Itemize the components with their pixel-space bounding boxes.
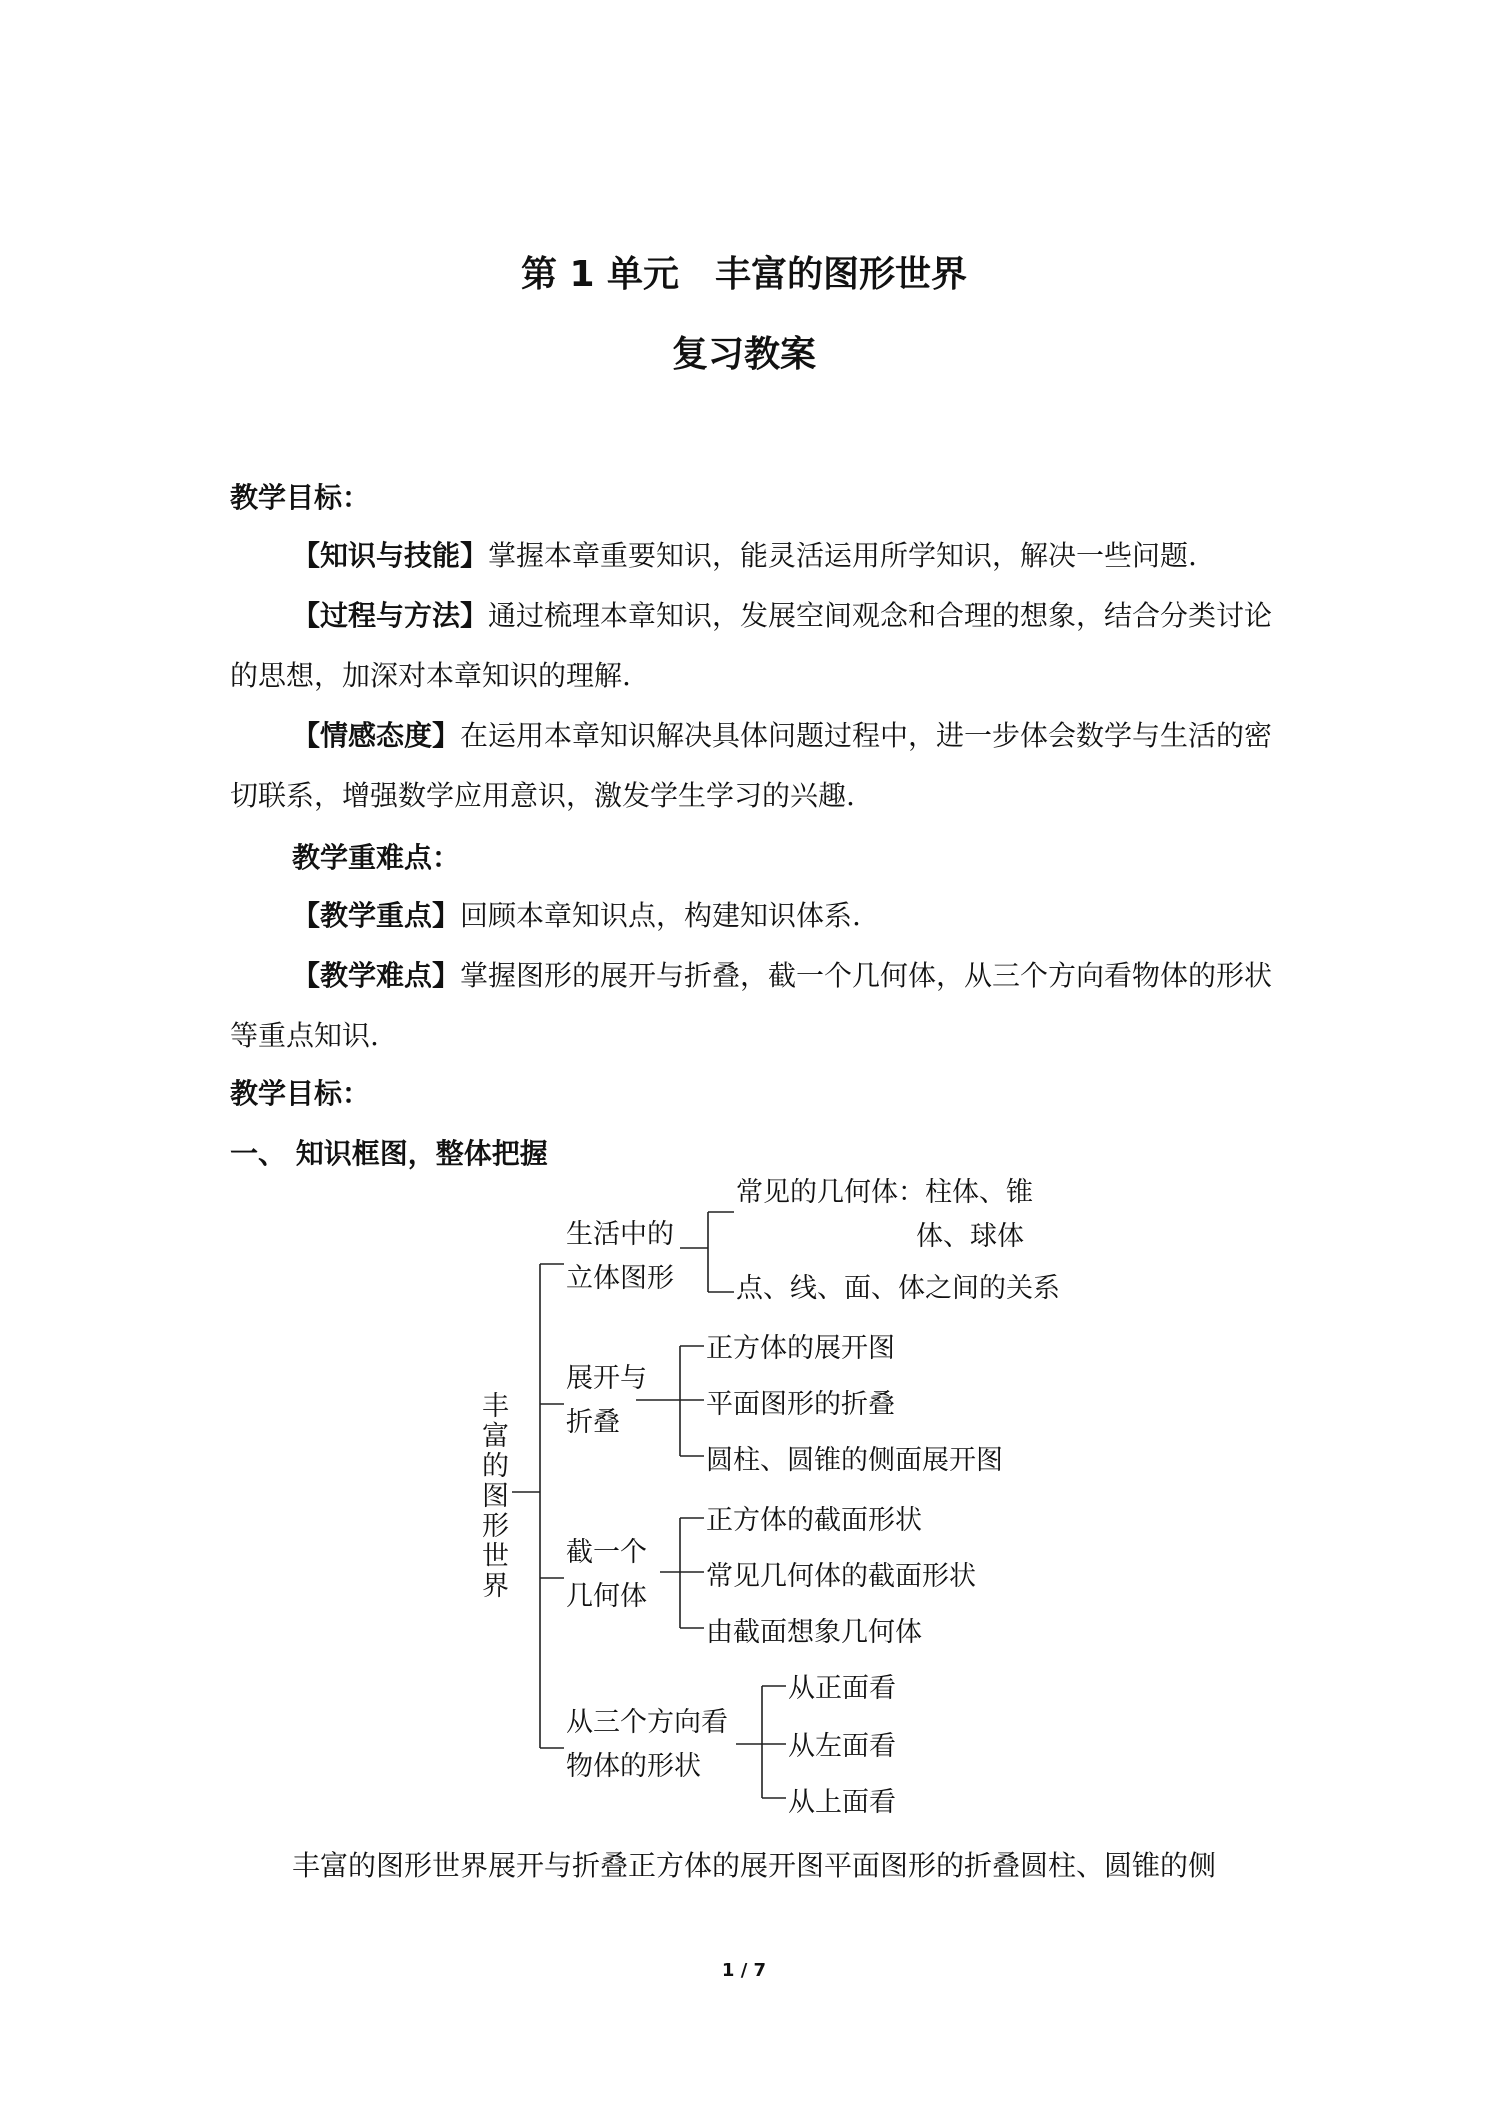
root-char-4: 图: [482, 1481, 509, 1512]
leaf-cube-section: 正方体的截面形状: [706, 1505, 922, 1536]
label-key-point: 【教学重点】: [292, 899, 461, 932]
leaf-cylinder-cone-net: 圆柱、圆锥的侧面展开图: [706, 1445, 1003, 1476]
page-number: 1 / 7: [721, 1960, 767, 1981]
section-heading-framework: 一、 知识框图，整体把握: [230, 1137, 548, 1170]
label-difficult-point: 【教学难点】: [292, 959, 461, 992]
doc-title: 第 1 单元 丰富的图形世界: [520, 254, 968, 295]
text-difficult-point: 掌握图形的展开与折叠，截一个几何体，从三个方向看物体的形状等重点知识.: [230, 959, 1273, 1052]
label-knowledge-skills: 【知识与技能】: [292, 539, 489, 572]
branch-cross-section-line1: 截一个: [566, 1537, 647, 1568]
branch-3d-shapes-line2: 立体图形: [566, 1263, 674, 1294]
text-key-point: 回顾本章知识点，构建知识体系.: [460, 899, 861, 932]
branch-cross-section-line2: 几何体: [566, 1581, 647, 1612]
leaf-common-solids-line2: 体、球体: [916, 1221, 1024, 1252]
section-heading-objectives: 教学目标：: [230, 481, 371, 514]
branch-unfold-fold-line2: 折叠: [566, 1407, 620, 1438]
branch-three-views-line2: 物体的形状: [566, 1751, 701, 1782]
leaf-plane-fold: 平面图形的折叠: [706, 1389, 895, 1420]
text-attitude: 在运用本章知识解决具体问题过程中，进一步体会数学与生活的密切联系，增强数学应用意识，激发学生学习的兴趣.: [230, 719, 1273, 812]
doc-subtitle: 复习教案: [671, 334, 816, 375]
branch-3d-shapes-line1: 生活中的: [566, 1219, 674, 1250]
text-process-methods: 通过梳理本章知识，发展空间观念和合理的想象，结合分类讨论的思想，加深对本章知识的理解.: [230, 599, 1273, 692]
leaf-common-solids-line1: 常见的几何体：柱体、锥: [736, 1177, 1033, 1208]
leaf-cube-net: 正方体的展开图: [706, 1333, 895, 1364]
leaf-common-section: 常见几何体的截面形状: [706, 1561, 976, 1592]
root-char-7: 界: [482, 1571, 509, 1602]
leaf-top-view: 从上面看: [788, 1787, 896, 1818]
leaf-left-view: 从左面看: [788, 1731, 896, 1762]
leaf-front-view: 从正面看: [788, 1673, 896, 1704]
section-heading-key-points: 教学重难点：: [292, 841, 461, 874]
section-heading-objectives-2: 教学目标：: [230, 1077, 371, 1110]
root-char-3: 的: [482, 1451, 509, 1482]
paragraph-bottom: 丰富的图形世界展开与折叠正方体的展开图平面图形的折叠圆柱、圆锥的侧: [292, 1849, 1217, 1882]
root-char-2: 富: [482, 1421, 509, 1452]
text-knowledge-skills: 掌握本章重要知识，能灵活运用所学知识，解决一些问题.: [488, 539, 1197, 572]
root-char-6: 世: [482, 1541, 509, 1572]
root-char-5: 形: [482, 1511, 509, 1542]
branch-three-views-line1: 从三个方向看: [566, 1707, 728, 1738]
label-attitude: 【情感态度】: [292, 719, 461, 752]
leaf-imagine-solid: 由截面想象几何体: [706, 1617, 922, 1648]
root-char-1: 丰: [482, 1391, 509, 1422]
label-process-methods: 【过程与方法】: [292, 599, 489, 632]
leaf-point-line-relation: 点、线、面、体之间的关系: [736, 1273, 1060, 1304]
branch-unfold-fold-line1: 展开与: [566, 1363, 647, 1394]
